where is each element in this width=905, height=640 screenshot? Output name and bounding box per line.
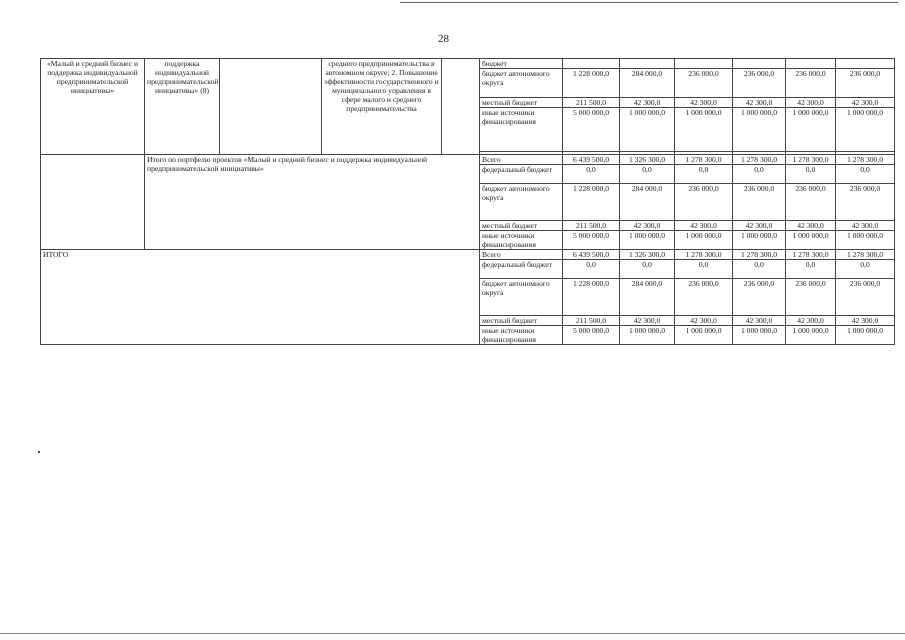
value-cell: 236 000,0 (675, 184, 733, 221)
value-cell: 236 000,0 (733, 279, 786, 316)
programme-name-cell: «Малый и средний бизнес и поддержка индивидуальной предпринимательской инициативы» (41, 59, 145, 155)
value-cell: 5 000 000,0 (563, 326, 620, 345)
value-cell: 5 000 000,0 (563, 231, 620, 250)
value-cell: 1 000 000,0 (836, 326, 895, 345)
empty-cell (442, 59, 480, 155)
value-cell: 0,0 (786, 165, 836, 184)
value-cell: 1 000 000,0 (620, 108, 675, 152)
portfolio-total-label: Итого по портфелю проектов «Малый и средний бизнес и поддержка индивидуальной предпринимательской инициативы» (145, 155, 480, 250)
value-cell: 1 278 300,0 (836, 250, 895, 260)
source-label: бюджет автономного округа (480, 279, 563, 316)
value-cell: 42 300,0 (733, 98, 786, 108)
source-label: Всего (480, 155, 563, 165)
value-cell: 1 278 300,0 (733, 155, 786, 165)
value-cell: 1 278 300,0 (836, 155, 895, 165)
value-cell: 0,0 (563, 165, 620, 184)
value-cell: 1 000 000,0 (786, 326, 836, 345)
value-cell: 1 000 000,0 (675, 231, 733, 250)
source-label: иные источники финансирования (480, 108, 563, 152)
value-cell: 236 000,0 (836, 184, 895, 221)
value-cell: 1 326 300,0 (620, 250, 675, 260)
value-cell: 1 000 000,0 (836, 108, 895, 152)
budget-table (40, 58, 895, 345)
value-cell: 1 278 300,0 (675, 250, 733, 260)
value-cell: 1 000 000,0 (786, 108, 836, 152)
source-label: бюджет (480, 59, 563, 69)
value-cell: 1 228 000,0 (563, 279, 620, 316)
value-cell: 1 278 300,0 (733, 250, 786, 260)
table-row (41, 155, 895, 165)
value-cell: 0,0 (675, 260, 733, 279)
value-cell: 0,0 (836, 260, 895, 279)
value-cell: 1 000 000,0 (620, 326, 675, 345)
value-cell: 0,0 (620, 260, 675, 279)
project-name-cell: поддержка индивидуальной предпринимательской инициативы» (8) (145, 59, 220, 155)
table-row (41, 250, 895, 260)
value-cell: 236 000,0 (733, 184, 786, 221)
value-cell: 6 439 500,0 (563, 250, 620, 260)
value-cell: 1 278 300,0 (675, 155, 733, 165)
value-cell: 236 000,0 (786, 279, 836, 316)
value-cell: 0,0 (733, 260, 786, 279)
value-cell: 1 000 000,0 (733, 326, 786, 345)
value-cell: 42 300,0 (733, 221, 786, 231)
value-cell: 1 000 000,0 (733, 231, 786, 250)
value-cell: 236 000,0 (786, 184, 836, 221)
value-cell: 42 300,0 (675, 98, 733, 108)
value-cell: 1 278 300,0 (786, 155, 836, 165)
value-cell: 42 300,0 (786, 316, 836, 326)
value-cell: 1 000 000,0 (675, 108, 733, 152)
value-cell: 42 300,0 (620, 98, 675, 108)
value-cell: 5 000 000,0 (563, 108, 620, 152)
value-cell: 0,0 (563, 260, 620, 279)
source-label: бюджет автономного округа (480, 69, 563, 98)
value-cell: 236 000,0 (836, 69, 895, 98)
source-label: иные источники финансирования (480, 231, 563, 250)
value-cell: 42 300,0 (733, 316, 786, 326)
source-label: местный бюджет (480, 316, 563, 326)
value-cell: 42 300,0 (675, 221, 733, 231)
value-cell: 211 500,0 (563, 316, 620, 326)
page-number: 28 (438, 33, 449, 45)
value-cell: 1 000 000,0 (836, 231, 895, 250)
value-cell: 0,0 (675, 165, 733, 184)
goals-cell: среднего предпринимательства в автономном округе; 2. Повышение эффективности государственного и муниципального управления в сфере малого и среднего предпринимательства (322, 59, 442, 155)
value-cell: 0,0 (733, 165, 786, 184)
value-cell: 211 500,0 (563, 221, 620, 231)
value-cell: 42 300,0 (620, 221, 675, 231)
value-cell: 42 300,0 (836, 221, 895, 231)
value-cell: 1 278 300,0 (786, 250, 836, 260)
value-cell: 236 000,0 (675, 69, 733, 98)
value-cell: 42 300,0 (836, 98, 895, 108)
table-row (41, 59, 895, 69)
value-cell: 236 000,0 (675, 279, 733, 316)
value-cell: 42 300,0 (786, 98, 836, 108)
empty-cell (220, 59, 322, 155)
value-cell: 284 000,0 (620, 184, 675, 221)
scan-speck (38, 451, 40, 453)
value-cell: 42 300,0 (836, 316, 895, 326)
value-cell: 0,0 (620, 165, 675, 184)
value-cell: 236 000,0 (786, 69, 836, 98)
source-label: местный бюджет (480, 221, 563, 231)
value-cell: 236 000,0 (733, 69, 786, 98)
value-cell: 284 000,0 (620, 279, 675, 316)
source-label: бюджет автономного округа (480, 184, 563, 221)
value-cell: 42 300,0 (620, 316, 675, 326)
value-cell: 1 000 000,0 (675, 326, 733, 345)
value-cell: 6 439 500,0 (563, 155, 620, 165)
value-cell: 42 300,0 (675, 316, 733, 326)
value-cell: 42 300,0 (786, 221, 836, 231)
empty-cell (41, 155, 145, 250)
value-cell: 1 228 000,0 (563, 184, 620, 221)
source-label: федеральный бюджет (480, 260, 563, 279)
value-cell: 1 000 000,0 (786, 231, 836, 250)
value-cell: 0,0 (786, 260, 836, 279)
value-cell: 1 000 000,0 (620, 231, 675, 250)
value-cell: 1 000 000,0 (733, 108, 786, 152)
value-cell: 1 228 000,0 (563, 69, 620, 98)
source-label: иные источники финансирования (480, 326, 563, 345)
source-label: местный бюджет (480, 98, 563, 108)
grand-total-label: ИТОГО (41, 250, 480, 345)
value-cell: 211 500,0 (563, 98, 620, 108)
top-rule (400, 2, 898, 3)
bottom-rule (0, 633, 905, 634)
source-label: Всего (480, 250, 563, 260)
value-cell: 1 326 300,0 (620, 155, 675, 165)
value-cell: 284 000,0 (620, 69, 675, 98)
source-label: федеральный бюджет (480, 165, 563, 184)
value-cell: 236 000,0 (836, 279, 895, 316)
value-cell: 0,0 (836, 165, 895, 184)
